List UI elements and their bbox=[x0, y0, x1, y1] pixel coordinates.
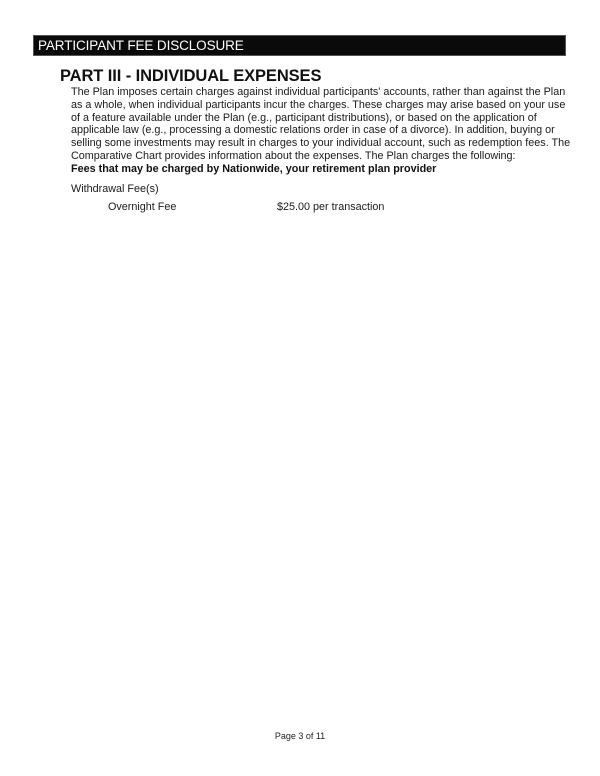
section-body-paragraph bbox=[71, 86, 571, 163]
body-line: of a feature available under the Plan (e.g., participant distributions), or based on the application of bbox=[71, 111, 537, 124]
document-header-bar bbox=[33, 35, 566, 56]
document-header-title: PARTICIPANT FEE DISCLOSURE bbox=[38, 38, 244, 53]
body-line: Comparative Chart provides information about the expenses. The Plan charges the following: bbox=[71, 149, 516, 162]
fees-subheading: Fees that may be charged by Nationwide, your retirement plan provider bbox=[71, 163, 437, 175]
fee-amount: $25.00 per transaction bbox=[277, 201, 385, 213]
page-number: Page 3 of 11 bbox=[274, 731, 326, 741]
body-line: as a whole, when individual participants incur the charges. These charges may arise based on your use bbox=[71, 98, 566, 111]
fee-name: Overnight Fee bbox=[108, 201, 177, 213]
section-title: PART III - INDIVIDUAL EXPENSES bbox=[60, 67, 322, 85]
body-line: The Plan imposes certain charges against individual participants' accounts, rather than against the Plan bbox=[71, 86, 566, 98]
fee-category-label: Withdrawal Fee(s) bbox=[71, 183, 159, 195]
body-line: selling some investments may result in charges to your individual account, such as redemption fees. The bbox=[71, 137, 571, 150]
body-line: applicable law (e.g., processing a domestic relations order in case of a divorce). In addition, buying or bbox=[71, 124, 555, 137]
